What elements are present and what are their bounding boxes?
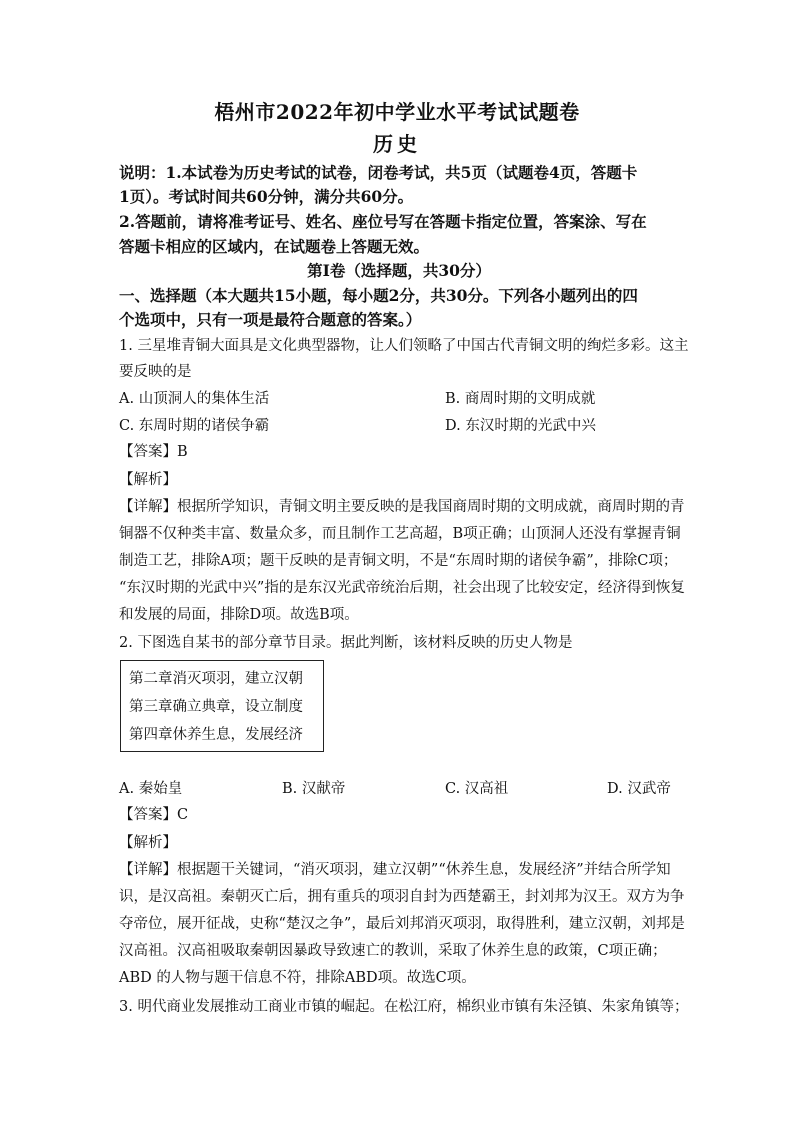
q2-option-c: C. 汉高祖 (445, 781, 509, 797)
q1-analysis-label: 【解析】 (119, 472, 177, 488)
q1-stem-1: 1. 三星堆青铜大面具是文化典型器物，让人们领略了中国古代青铜文明的绚烂多彩。这主 (119, 338, 689, 354)
q1-option-d: D. 东汉时期的光武中兴 (445, 418, 596, 434)
q2-chapter-4: 第四章休养生息，发展经济 (129, 727, 303, 743)
q2-detail-3: 夺帝位，展开征战，史称“楚汉之争”，最后刘邦消灭项羽，取得胜利，建立汉朝，刘邦是 (119, 916, 685, 932)
q1-stem-2: 要反映的是 (119, 364, 192, 380)
q1-option-c: C. 东周时期的诸侯争霸 (119, 418, 270, 434)
instructions-line-2: 1页）。考试时间共60分钟，满分共60分。 (119, 187, 414, 206)
q2-answer: 【答案】C (119, 807, 189, 823)
q2-chapter-2: 第二章消灭项羽，建立汉朝 (129, 671, 303, 687)
q2-stem: 2. 下图选自某书的部分章节目录。据此判断，该材料反映的历史人物是 (119, 635, 573, 651)
q1-option-b: B. 商周时期的文明成就 (445, 391, 596, 407)
q2-option-b: B. 汉献帝 (282, 781, 346, 797)
q1-detail-1: 【详解】根据所学知识，青铜文明主要反映的是我国商周时期的文明成就，商周时期的青 (119, 499, 685, 515)
instructions-line-1: 说明：1.本试卷为历史考试的试卷，闭卷考试，共5页（试题卷4页，答题卡 (119, 163, 638, 182)
section-intro-1: 一、选择题（本大题共15小题，每小题2分，共30分。下列各小题列出的四 (119, 286, 638, 305)
q1-detail-3: 制造工艺，排除A项；题干反映的是青铜文明，不是“东周时期的诸侯争霸”，排除C项； (119, 553, 678, 569)
exam-subject: 历史 (373, 132, 421, 156)
q2-option-a: A. 秦始皇 (119, 781, 183, 797)
q1-detail-5: 和发展的局面，排除D项。故选B项。 (119, 607, 359, 623)
q2-option-d: D. 汉武帝 (607, 781, 671, 797)
q1-detail-4: “东汉时期的光武中兴”指的是东汉光武帝统治后期，社会出现了比较安定，经济得到恢复 (119, 580, 685, 596)
q2-chapter-box (120, 660, 324, 752)
q2-detail-1: 【详解】根据题干关键词，“消灭项羽，建立汉朝”“休养生息，发展经济”并结合所学知 (119, 862, 671, 878)
q2-detail-2: 识，是汉高祖。秦朝灭亡后，拥有重兵的项羽自封为西楚霸王，封刘邦为汉王。双方为争 (119, 889, 685, 905)
q1-option-a: A. 山顶洞人的集体生活 (119, 391, 270, 407)
instructions-line-4: 答题卡相应的区域内，在试题卷上答题无效。 (119, 237, 430, 256)
q2-analysis-label: 【解析】 (119, 835, 177, 851)
q3-stem-1: 3. 明代商业发展推动工商业市镇的崛起。在松江府，棉织业市镇有朱泾镇、朱家角镇等； (119, 999, 689, 1015)
q1-detail-2: 铜器不仅种类丰富、数量众多，而且制作工艺高超，B项正确；山顶洞人还没有掌握青铜 (119, 526, 681, 542)
instructions-line-3: 2.答题前，请将准考证号、姓名、座位号写在答题卡指定位置，答案涂、写在 (119, 212, 647, 231)
q2-detail-4: 汉高祖。汉高祖吸取秦朝因暴政导致速亡的教训，采取了休养生息的政策，C项正确； (119, 943, 667, 959)
q2-chapter-3: 第三章确立典章，设立制度 (129, 699, 303, 715)
section-heading: 第Ⅰ卷（选择题，共30分） (307, 261, 491, 280)
exam-title: 梧州市2022年初中学业水平考试试题卷 (214, 100, 580, 124)
q1-answer: 【答案】B (119, 444, 188, 460)
section-intro-2: 个选项中，只有一项是最符合题意的答案。） (119, 310, 422, 329)
q2-detail-5: ABD 的人物与题干信息不符，排除ABD项。故选C项。 (119, 970, 476, 986)
